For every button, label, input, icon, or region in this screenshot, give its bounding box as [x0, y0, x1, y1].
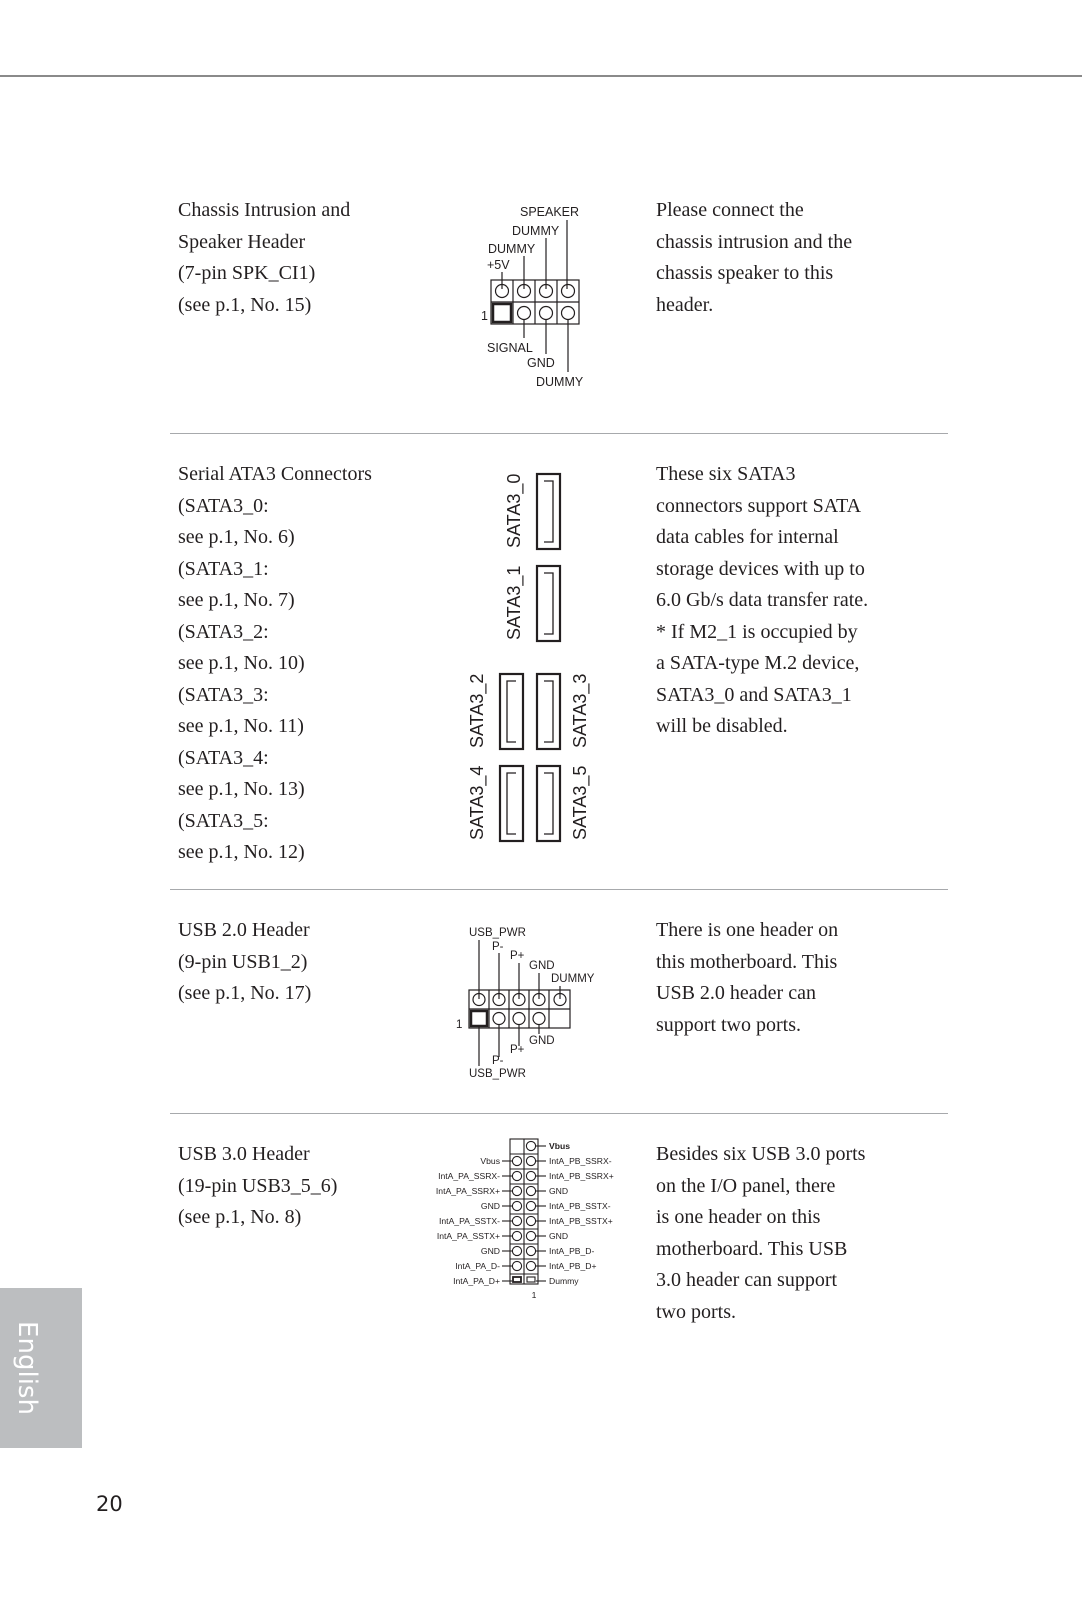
desc-line: motherboard. This USB — [656, 1237, 848, 1260]
title-line: (SATA3_0: — [178, 494, 269, 517]
desc-line: is one header on this — [656, 1206, 821, 1228]
spk-header-description — [656, 195, 916, 321]
sata3-0-label: SATA3_0 — [504, 473, 524, 548]
top-rule — [0, 75, 1082, 77]
speaker-label: SPEAKER — [520, 205, 580, 219]
pin-label: IntA_PA_SSTX- — [439, 1216, 500, 1226]
pin-label: IntA_PA_D- — [455, 1261, 500, 1271]
pin-label: IntA_PA_D+ — [453, 1276, 500, 1286]
desc-line: on the I/O panel, there — [656, 1174, 836, 1197]
spk-header-diagram — [470, 200, 610, 390]
section-divider — [170, 433, 948, 434]
pin-label: Dummy — [549, 1276, 579, 1286]
pin-label: GND — [549, 1231, 569, 1241]
pin-label: IntA_PB_SSTX- — [549, 1201, 611, 1211]
title-line: see p.1, No. 10) — [178, 652, 305, 674]
pin-label: IntA_PB_D+ — [549, 1261, 597, 1271]
usb3-description — [656, 1139, 916, 1328]
desc-line: connectors support SATA — [656, 494, 862, 517]
title-line: (7-pin SPK_CI1) — [178, 262, 316, 284]
pin-label: GND — [480, 1201, 500, 1211]
title-line: (SATA3_1: — [178, 557, 269, 580]
desc-line: These six SATA3 — [656, 463, 796, 485]
page-number: 20 — [96, 1492, 123, 1516]
desc-line: chassis intrusion and the — [656, 230, 853, 253]
pin-label: IntA_PB_SSTX+ — [549, 1216, 613, 1226]
pin-label: GND — [480, 1246, 500, 1256]
title-line: (SATA3_3: — [178, 683, 269, 706]
sata3-1-label: SATA3_1 — [504, 565, 524, 640]
title-line: see p.1, No. 11) — [178, 715, 304, 737]
desc-line: a SATA-type M.2 device, — [656, 652, 860, 674]
title-line: (9-pin USB1_2) — [178, 950, 308, 973]
p-minus-label: P- — [492, 1055, 504, 1067]
title-line: (SATA3_5: — [178, 809, 269, 832]
desc-line: Please connect the — [656, 199, 804, 221]
desc-line: SATA3_0 and SATA3_1 — [656, 683, 852, 706]
sata-description — [656, 459, 916, 743]
desc-line: will be disabled. — [656, 715, 788, 737]
gnd-label: GND — [529, 1035, 555, 1047]
pin-label: GND — [549, 1186, 569, 1196]
title-line: (see p.1, No. 15) — [178, 293, 312, 316]
p-minus-label: P- — [492, 941, 504, 953]
desc-line: Besides six USB 3.0 ports — [656, 1143, 866, 1165]
pin1-label: 1 — [481, 309, 488, 323]
desc-line: this motherboard. This — [656, 950, 838, 973]
dummy-label: DUMMY — [512, 224, 560, 238]
vbus-label: Vbus — [549, 1141, 571, 1151]
desc-line: data cables for internal — [656, 526, 839, 548]
section-divider — [170, 1113, 948, 1114]
usb2-description — [656, 915, 916, 1041]
desc-line: storage devices with up to — [656, 557, 865, 580]
usb-pwr-label: USB_PWR — [469, 927, 526, 939]
desc-line: * If M2_1 is occupied by — [656, 620, 858, 643]
title-line: see p.1, No. 12) — [178, 841, 305, 863]
dummy-label: DUMMY — [488, 242, 536, 256]
p-plus-label: P+ — [510, 950, 525, 962]
title-line: Speaker Header — [178, 230, 306, 253]
pin-label: Vbus — [480, 1156, 500, 1166]
usb3-header-diagram — [428, 1135, 624, 1305]
pin1-label: 1 — [456, 1019, 463, 1031]
desc-line: two ports. — [656, 1300, 736, 1323]
section-divider — [170, 889, 948, 890]
sata3-5-label: SATA3_5 — [570, 765, 590, 840]
gnd-label: GND — [529, 960, 555, 972]
usb3-title — [178, 1139, 428, 1234]
title-line: see p.1, No. 6) — [178, 526, 295, 548]
pin-label: IntA_PB_SSRX- — [549, 1156, 612, 1166]
pin-label: IntA_PA_SSRX- — [438, 1171, 500, 1181]
desc-line: There is one header on — [656, 919, 839, 941]
title-line: Serial ATA3 Connectors — [178, 463, 372, 485]
pin-label: IntA_PA_SSTX+ — [436, 1231, 500, 1241]
desc-line: 6.0 Gb/s data transfer rate. — [656, 589, 869, 611]
usb2-header-diagram — [450, 920, 610, 1085]
sata3-2-label: SATA3_2 — [467, 673, 487, 748]
language-tab-label: English — [12, 1321, 42, 1415]
title-line: (see p.1, No. 17) — [178, 982, 312, 1004]
title-line: see p.1, No. 13) — [178, 778, 305, 800]
pin-label: IntA_PB_SSRX+ — [549, 1171, 614, 1181]
gnd-label: GND — [527, 356, 555, 370]
sata-connectors-diagram — [460, 465, 600, 845]
title-line: USB 2.0 Header — [178, 919, 310, 941]
signal-label: SIGNAL — [487, 341, 533, 355]
p-plus-label: P+ — [510, 1044, 525, 1056]
sata3-4-label: SATA3_4 — [467, 765, 487, 840]
desc-line: header. — [656, 293, 714, 316]
dummy-label: DUMMY — [551, 973, 595, 985]
title-line: (SATA3_2: — [178, 620, 269, 643]
title-line: Chassis Intrusion and — [178, 199, 351, 221]
title-line: (19-pin USB3_5_6) — [178, 1174, 338, 1197]
sata-title — [178, 459, 428, 869]
desc-line: 3.0 header can support — [656, 1269, 838, 1291]
title-line: (SATA3_4: — [178, 746, 269, 769]
dummy-label: DUMMY — [536, 375, 584, 389]
usb-pwr-label: USB_PWR — [469, 1068, 526, 1080]
title-line: USB 3.0 Header — [178, 1143, 310, 1165]
desc-line: USB 2.0 header can — [656, 982, 816, 1004]
plus5v-label: +5V — [487, 258, 510, 272]
pin-label: IntA_PA_SSRX+ — [435, 1186, 500, 1196]
pin-label: IntA_PB_D- — [549, 1246, 595, 1256]
spk-header-title — [178, 195, 428, 321]
title-line: (see p.1, No. 8) — [178, 1206, 302, 1228]
pin1-label: 1 — [531, 1290, 537, 1300]
desc-line: chassis speaker to this — [656, 262, 834, 284]
desc-line: support two ports. — [656, 1013, 801, 1036]
usb2-title — [178, 915, 428, 1010]
sata3-3-label: SATA3_3 — [570, 673, 590, 748]
title-line: see p.1, No. 7) — [178, 589, 295, 611]
